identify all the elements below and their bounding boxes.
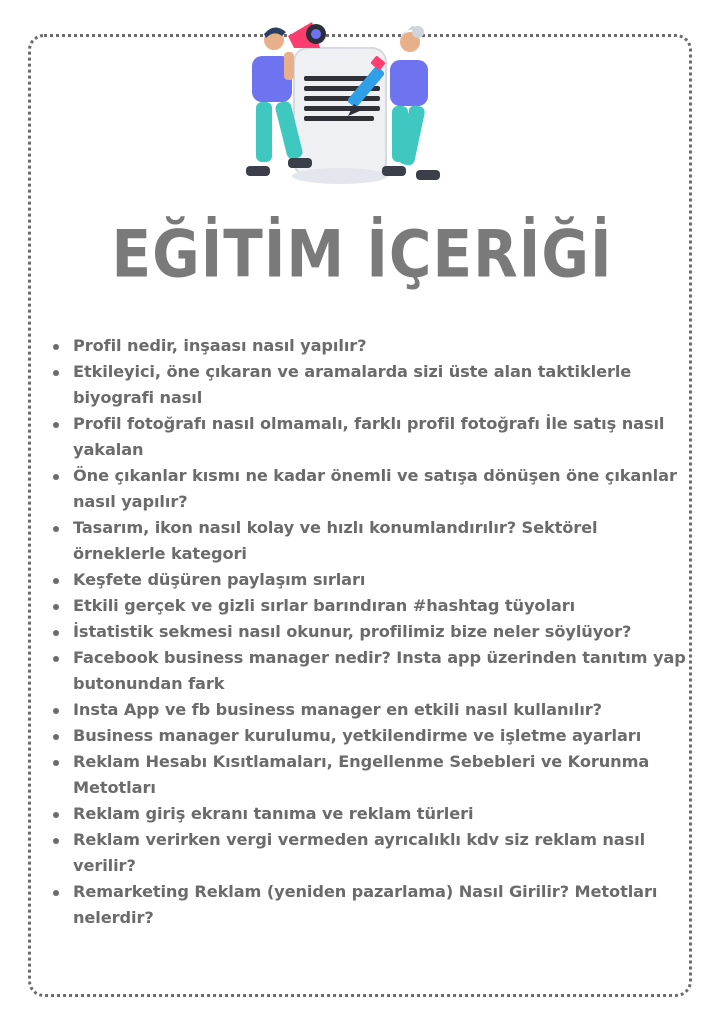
topic-text: Insta App ve fb business manager en etkili nasıl kullanılır?: [73, 700, 602, 719]
list-item: [48, 359, 688, 411]
topic-text: Business manager kurulumu, yetkilendirme ve işletme ayarları: [73, 726, 642, 745]
topic-text: Etkili gerçek ve gizli sırlar barındıran #hashtag tüyoları: [73, 596, 576, 615]
list-item: [48, 749, 688, 801]
training-topics-list: [48, 333, 688, 931]
bullet-icon: [53, 630, 59, 636]
topic-text: Reklam giriş ekranı tanıma ve reklam türleri: [73, 804, 474, 823]
list-item: [48, 723, 688, 749]
topic-text: Reklam verirken vergi vermeden ayrıcalıklı kdv siz reklam nasıl verilir?: [73, 830, 646, 875]
list-item: [48, 515, 688, 567]
list-item: [48, 697, 688, 723]
list-item: [48, 411, 688, 463]
bullet-icon: [53, 734, 59, 740]
bullet-icon: [53, 760, 59, 766]
list-item: [48, 879, 688, 931]
list-item: [48, 463, 688, 515]
bullet-icon: [53, 474, 59, 480]
topic-text: Öne çıkanlar kısmı ne kadar önemli ve satışa dönüşen öne çıkanlar nasıl yapılır?: [73, 466, 677, 511]
page-title: EĞİTİM İÇERİĞİ: [111, 215, 613, 293]
bullet-icon: [53, 526, 59, 532]
bullet-icon: [53, 890, 59, 896]
bullet-icon: [53, 656, 59, 662]
bullet-icon: [53, 708, 59, 714]
bullet-icon: [53, 422, 59, 428]
list-item: [48, 333, 688, 359]
list-item: [48, 593, 688, 619]
topic-text: Keşfete düşüren paylaşım sırları: [73, 570, 366, 589]
topic-text: Reklam Hesabı Kısıtlamaları, Engellenme Sebebleri ve Korunma Metotları: [73, 752, 650, 797]
bullet-icon: [53, 370, 59, 376]
bullet-icon: [53, 838, 59, 844]
list-item: [48, 801, 688, 827]
topic-text: İstatistik sekmesi nasıl okunur, profilimiz bize neler söylüyor?: [73, 622, 632, 641]
list-item: [48, 619, 688, 645]
list-item: [48, 645, 688, 697]
bullet-icon: [53, 578, 59, 584]
topic-text: Remarketing Reklam (yeniden pazarlama) Nasıl Girilir? Metotları nelerdir?: [73, 882, 658, 927]
list-item: [48, 567, 688, 593]
topic-text: Profil fotoğrafı nasıl olmamalı, farklı profil fotoğrafı İle satış nasıl yakalan: [73, 414, 665, 459]
list-item: [48, 827, 688, 879]
bullet-icon: [53, 344, 59, 350]
topic-text: Facebook business manager nedir? Insta app üzerinden tanıtım yap butonundan fark: [73, 648, 686, 693]
bullet-icon: [53, 604, 59, 610]
topic-text: Etkileyici, öne çıkaran ve aramalarda sizi üste alan taktiklerle biyografi nasıl: [73, 362, 632, 407]
topic-text: Profil nedir, inşaası nasıl yapılır?: [73, 336, 367, 355]
bullet-icon: [53, 812, 59, 818]
people-with-megaphone-and-document-icon: [232, 18, 444, 193]
topic-text: Tasarım, ikon nasıl kolay ve hızlı konumlandırılır? Sektörel örneklerle kategori: [73, 518, 598, 563]
